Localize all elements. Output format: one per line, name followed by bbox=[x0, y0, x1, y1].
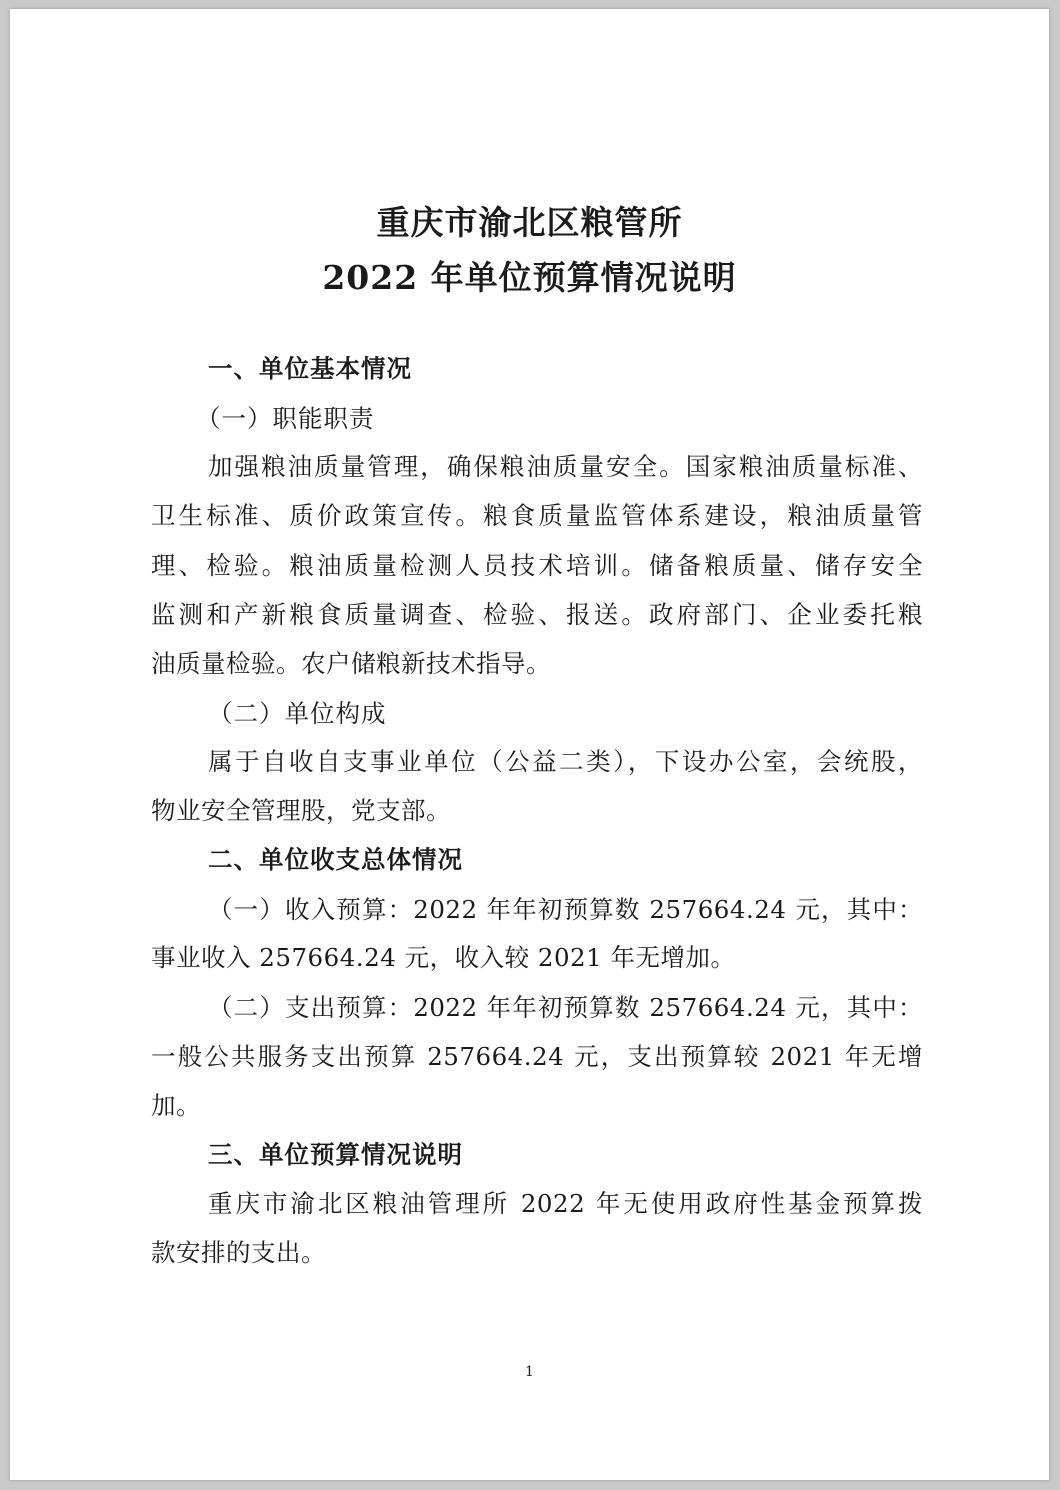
document-page bbox=[10, 9, 1049, 1480]
section-2-heading: 二、单位收支总体情况 bbox=[208, 845, 463, 874]
paragraph-line: 物业安全管理股，党支部。 bbox=[151, 796, 451, 825]
paragraph-line: 油质量检验。农户储粮新技术指导。 bbox=[151, 649, 551, 678]
section-1-heading: 一、单位基本情况 bbox=[208, 354, 412, 383]
section-1-sub-1-heading: （一）职能职责 bbox=[196, 404, 375, 433]
paragraph-line: 款安排的支出。 bbox=[151, 1238, 326, 1267]
document-title-line-2: 2022 年单位预算情况说明 bbox=[322, 258, 737, 297]
paragraph-line: 加。 bbox=[151, 1091, 201, 1120]
page-number: 1 bbox=[525, 1364, 534, 1380]
paragraph-line: （二）支出预算：2022 年年初预算数 257664.24 元，其中： bbox=[208, 993, 923, 1022]
paragraph-line: 重庆市渝北区粮油管理所 2022 年无使用政府性基金预算拨 bbox=[208, 1189, 923, 1218]
paragraph-line: （一）收入预算：2022 年年初预算数 257664.24 元，其中： bbox=[208, 895, 923, 924]
paragraph-line: 卫生标准、质价政策宣传。粮食质量监管体系建设，粮油质量管 bbox=[151, 501, 923, 530]
paragraph-line: 属于自收自支事业单位（公益二类），下设办公室，会统股， bbox=[208, 747, 923, 776]
document-title-line-1: 重庆市渝北区粮管所 bbox=[376, 203, 683, 242]
paragraph-line: 加强粮油质量管理，确保粮油质量安全。国家粮油质量标准、 bbox=[208, 452, 923, 481]
section-3-heading: 三、单位预算情况说明 bbox=[208, 1140, 463, 1169]
paragraph-line: 理、检验。粮油质量检测人员技术培训。储备粮质量、储存安全 bbox=[151, 551, 923, 580]
section-1-sub-2-heading: （二）单位构成 bbox=[208, 699, 387, 728]
paragraph-line: 监测和产新粮食质量调查、检验、报送。政府部门、企业委托粮 bbox=[151, 600, 923, 629]
paragraph-line: 事业收入 257664.24 元，收入较 2021 年无增加。 bbox=[151, 943, 736, 972]
paragraph-line: 一般公共服务支出预算 257664.24 元，支出预算较 2021 年无增 bbox=[151, 1042, 923, 1071]
